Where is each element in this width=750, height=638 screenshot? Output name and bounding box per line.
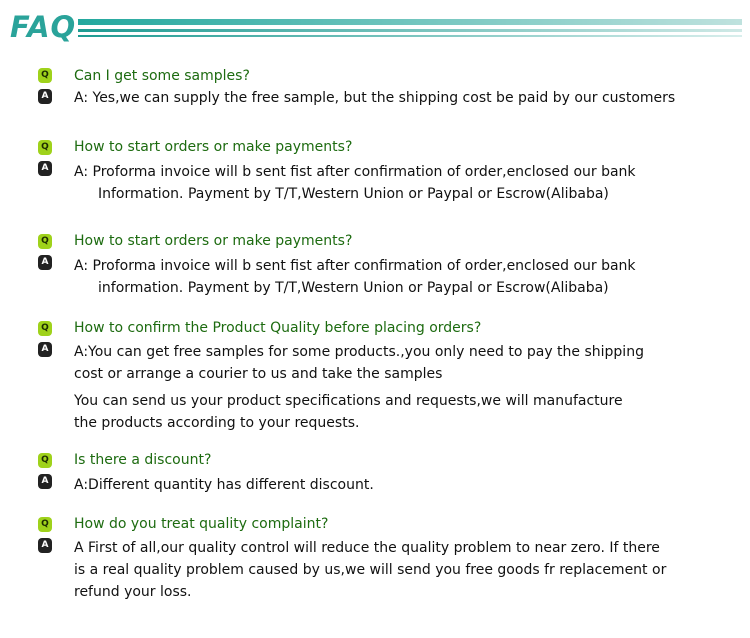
divider-line [78, 19, 742, 25]
faq-answer [74, 87, 675, 109]
answer-line: refund your loss. [74, 584, 192, 600]
divider-line [78, 35, 742, 37]
faq-question: How to start orders or make payments? [74, 139, 353, 155]
answer-icon: A [38, 89, 52, 104]
answer-line: A:Different quantity has different discount. [74, 477, 374, 493]
answer-line: information. Payment by T/T,Western Union or Paypal or Escrow(Alibaba) [98, 280, 609, 296]
answer-line: A: Proforma invoice will b sent fist after confirmation of order,enclosed our bank [74, 258, 636, 274]
answer-line: cost or arrange a courier to us and take the samples [74, 366, 443, 382]
faq-answer [74, 474, 374, 496]
question-icon: Q [38, 517, 52, 532]
answer-icon: A [38, 342, 52, 357]
faq-question: How to confirm the Product Quality before placing orders? [74, 320, 482, 336]
faq-question: Is there a discount? [74, 452, 212, 468]
faq-answer [74, 341, 644, 434]
faq-answer [74, 255, 636, 299]
question-icon: Q [38, 453, 52, 468]
faq-question: How do you treat quality complaint? [74, 516, 329, 532]
answer-line: You can send us your product specifications and requests,we will manufacture [74, 393, 623, 409]
answer-icon: A [38, 161, 52, 176]
answer-icon: A [38, 474, 52, 489]
answer-line: the products according to your requests. [74, 415, 360, 431]
page-title: FAQ [10, 10, 77, 44]
answer-icon: A [38, 538, 52, 553]
answer-line: is a real quality problem caused by us,we will send you free goods fr replacement or [74, 562, 667, 578]
faq-question: How to start orders or make payments? [74, 233, 353, 249]
faq-question: Can I get some samples? [74, 68, 250, 84]
question-icon: Q [38, 68, 52, 83]
answer-line: A First of all,our quality control will reduce the quality problem to near zero. If there [74, 540, 660, 556]
faq-header [10, 8, 742, 48]
answer-icon: A [38, 255, 52, 270]
faq-answer [74, 161, 636, 205]
answer-line: A: Yes,we can supply the free sample, but the shipping cost be paid by our customers [74, 90, 676, 106]
divider-line [78, 29, 742, 32]
question-icon: Q [38, 234, 52, 249]
question-icon: Q [38, 321, 52, 336]
header-divider [78, 19, 742, 45]
answer-line: A: Proforma invoice will b sent fist after confirmation of order,enclosed our bank [74, 164, 636, 180]
faq-answer [74, 537, 666, 603]
answer-line: Information. Payment by T/T,Western Union or Paypal or Escrow(Alibaba) [98, 186, 609, 202]
answer-line: A:You can get free samples for some products.,you only need to pay the shipping [74, 344, 644, 360]
question-icon: Q [38, 140, 52, 155]
